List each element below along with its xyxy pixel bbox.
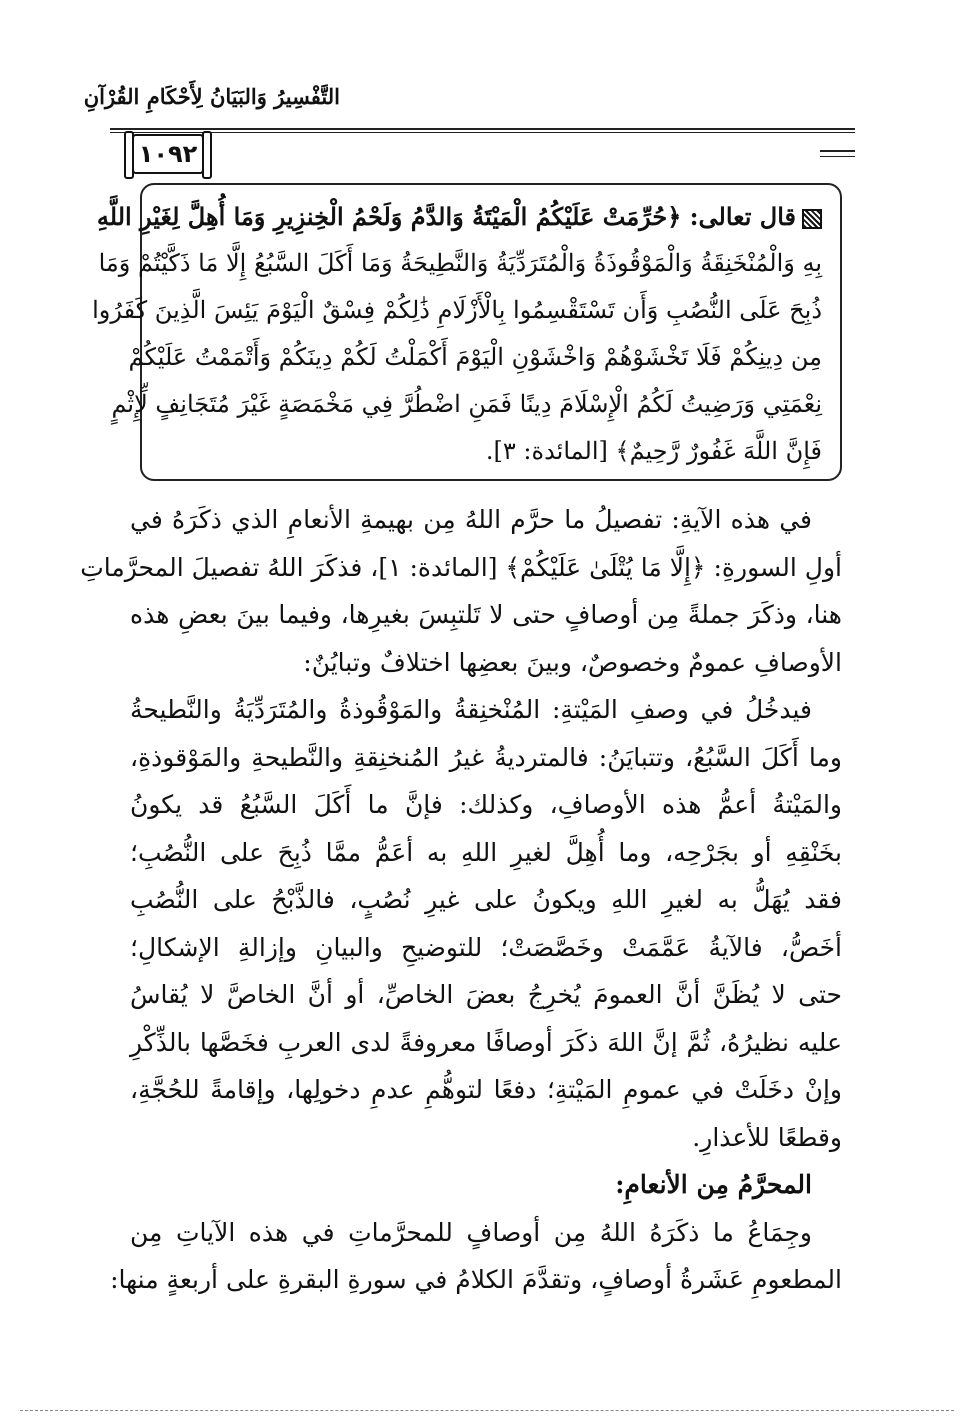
- verse-line: فَإِنَّ اللَّهَ غَفُورٌ رَّحِيمٌ﴾ [المائدة: ٣].: [485, 437, 822, 465]
- paragraph-line: وجِمَاعُ ما ذكَرَهُ اللهُ مِن أوصافٍ للمحرَّماتِ في هذه الآياتِ مِن: [130, 1217, 812, 1247]
- paragraph-line: والمَيْتةُ أعمُّ هذه الأوصافِ، وكذلك: فإنَّ ما أَكَلَ السَّبُعُ قد يكونُ: [130, 790, 842, 819]
- page-number: ١٠٩٢: [132, 134, 204, 174]
- header-side-rule: [820, 150, 855, 152]
- paragraph-line: المطعومِ عَشَرةُ أوصافٍ، وتقدَّمَ الكلامُ في سورةِ البقرةِ على أربعةٍ منها:: [110, 1265, 842, 1294]
- paragraph-line: في هذه الآيةِ: تفصيلُ ما حرَّم اللهُ مِن بهيمةِ الأنعامِ الذي ذكَرَهُ في: [130, 505, 812, 534]
- paragraph-line: حتى لا يُظَنَّ أنَّ العمومَ يُخرِجُ بعضَ الخاصِّ، أو أنَّ الخاصَّ لا يُقاسُ: [130, 980, 842, 1009]
- paragraph-line: أولِ السورةِ: ﴿إِلَّا مَا يُتْلَىٰ عَلَيْكُمْ﴾ [المائدة: ١]، فذكَرَ اللهُ تفصيلَ المحرَّماتِ: [80, 552, 842, 582]
- verse-line: ذُبِحَ عَلَى النُّصُبِ وَأَن تَسْتَقْسِمُوا بِالْأَزْلَامِ ذَٰلِكُمْ فِسْقٌ الْيَوْمَ يَئِسَ الَّذِينَ كَفَرُوا: [92, 296, 822, 324]
- verse-line: مِن دِينِكُمْ فَلَا تَخْشَوْهُمْ وَاخْشَوْنِ الْيَوْمَ أَكْمَلْتُ لَكُمْ دِينَكُمْ وَأَتْمَمْتُ عَلَيْكُمْ: [128, 343, 822, 371]
- paragraph-line: فيدخُلُ في وصفِ المَيْتةِ: المُنْخنِقةُ والمَوْقُوذةُ والمُتَرَدِّيَةُ والنَّطيحةُ: [130, 695, 812, 724]
- header-side-rule-thin: [820, 156, 855, 157]
- paragraph-line: فقد يُهَلُّ به لغيرِ اللهِ ويكونُ على غيرِ نُصُبٍ، فالذَّبْحُ على النُّصُبِ: [130, 885, 842, 914]
- paragraph-line: عليه نظيرُهُ، ثُمَّ إنَّ اللهَ ذكَرَ أوصافًا معروفةً لدى العربِ فخَصَّها بالذِّكْرِ: [130, 1027, 842, 1057]
- verse-line: نِعْمَتِي وَرَضِيتُ لَكُمُ الْإِسْلَامَ دِينًا فَمَنِ اضْطُرَّ فِي مَخْمَصَةٍ غَيْرَ مُتَجَانِفٍ لِّإِثْمٍ: [111, 390, 822, 418]
- paragraph-line: بخَنْقِهِ أو بجَرْحِه، وما أُهِلَّ لغيرِ اللهِ به أعَمُّ ممَّا ذُبِحَ على النُّصُبِ؛: [130, 837, 842, 867]
- verse-box: [92, 183, 842, 481]
- running-title: التَّفْسِيرُ وَالبَيَانُ لِأَحْكَامِ القُرْآنِ: [83, 84, 340, 109]
- verse-line: قال تعالى: ﴿حُرِّمَتْ عَلَيْكُمُ الْمَيْتَةُ وَالدَّمُ وَلَحْمُ الْخِنزِيرِ وَمَا أُهِلَّ لِغَيْرِ اللَّهِ: [160, 193, 822, 240]
- footer-rule: [20, 1410, 954, 1412]
- body-text: [80, 496, 842, 1304]
- verse-line: بِهِ وَالْمُنْخَنِقَةُ وَالْمَوْقُوذَةُ وَالْمُتَرَدِّيَةُ وَالنَّطِيحَةُ وَمَا أَكَلَ السَّبُعُ إِلَّا مَا ذَكَّيْتُمْ وَمَا: [98, 249, 822, 277]
- section-heading: المحرَّمُ مِن الأنعامِ:: [615, 1170, 812, 1199]
- paragraph-line: أخَصُّ، فالآيةُ عَمَّمَتْ وخَصَّصَتْ؛ للتوضيحِ والبيانِ وإزالةِ الإشكالِ؛: [130, 932, 842, 962]
- paragraph-line: هنا، وذكَرَ جملةً مِن أوصافٍ حتى لا تَلتبِسَ بغيرِها، وفيما بينَ بعضِ هذه: [130, 600, 842, 629]
- paragraph-line: الأوصافِ عمومٌ وخصوصٌ، وبينَ بعضِها اختلافٌ وتبايُنٌ:: [303, 647, 842, 677]
- paragraph-line: وما أَكَلَ السَّبُعُ، وتتبايَنُ: فالمترديةُ غيرُ المُنخنِقةِ والنَّطيحةِ والمَوْقوذةِ،: [130, 742, 842, 772]
- header-rule: [110, 128, 855, 130]
- header-rule-thin: [110, 132, 855, 133]
- paragraph-line: وقطعًا للأعذارِ.: [692, 1122, 842, 1152]
- paragraph-line: وإنْ دخَلَتْ في عمومِ المَيْتةِ؛ دفعًا لتوهُّمِ عدمِ دخولِها، وإقامةً للحُجَّةِ،: [130, 1075, 842, 1104]
- ornament-icon: [802, 209, 822, 229]
